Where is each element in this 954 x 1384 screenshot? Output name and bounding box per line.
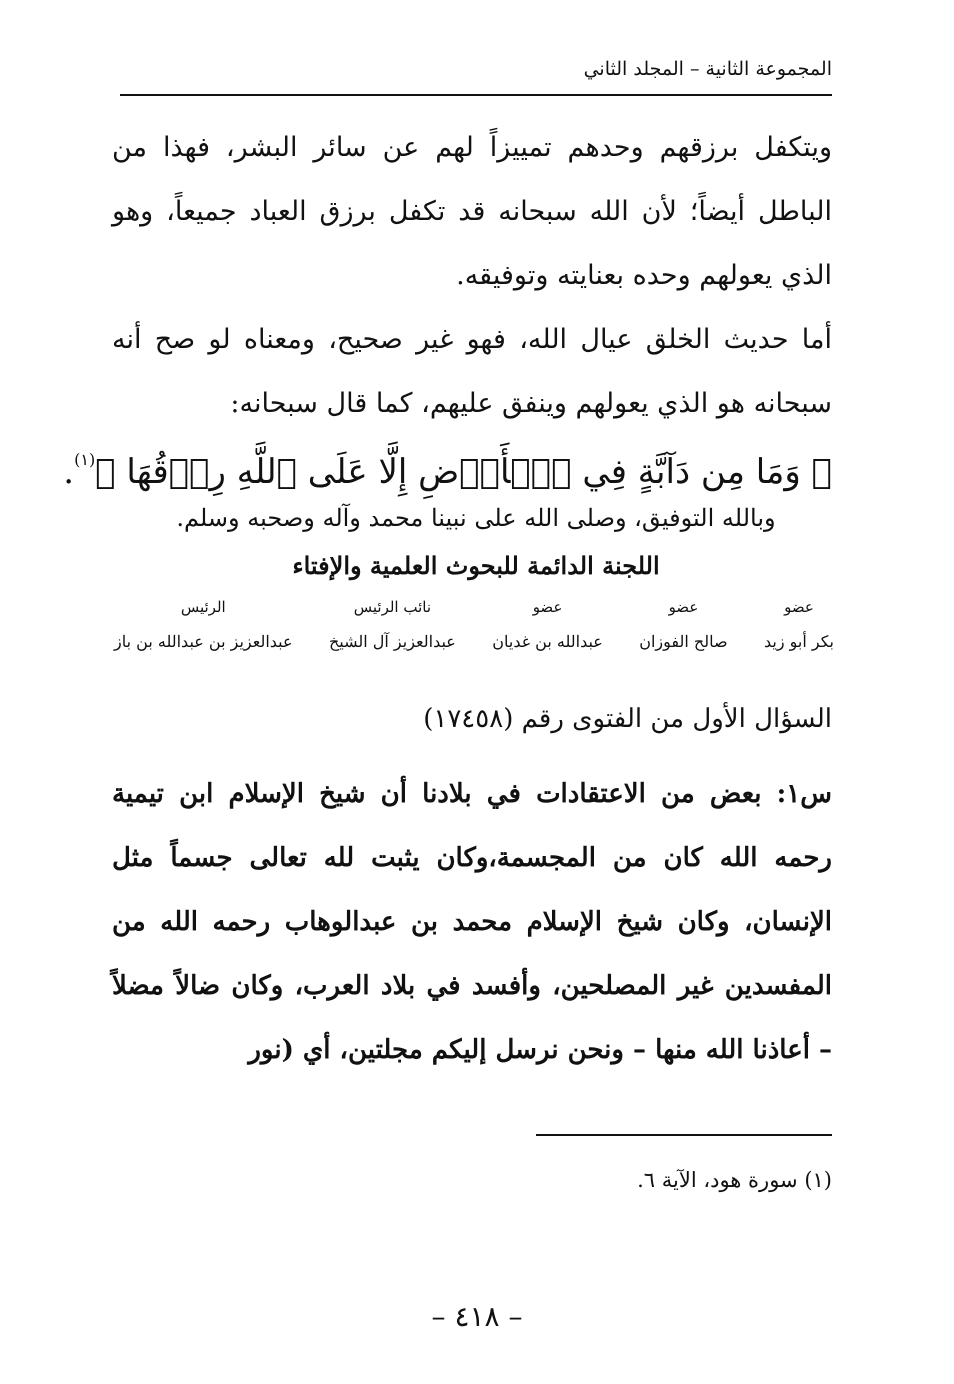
closing-formula: وبالله التوفيق، وصلى الله على نبينا محمد وآله وصحبه وسلم. <box>176 504 776 532</box>
footnote-rule <box>536 1134 832 1136</box>
signatory-name: عبدالعزيز آل الشيخ <box>328 632 456 651</box>
signatory-name: عبدالعزيز بن عبدالله بن باز <box>114 632 293 651</box>
body-paragraph: ويتكفل برزقهم وحدهم تمييزاً لهم عن سائر البشر، فهذا من الباطل أيضاً؛ لأن الله سبحانه قد تكفل برزق العباد جميعاً، وهو الذي يعولهم وحده بعنايته وتوفيقه. <box>112 132 832 291</box>
signatory <box>329 592 456 664</box>
signatory-role: نائب الرئيس <box>353 598 432 616</box>
signatory-name: عبدالله بن غديان <box>492 632 603 651</box>
signatory-name: بكر أبو زيد <box>763 632 834 651</box>
page-number: – ٤١٨ – <box>431 1300 523 1333</box>
signatory-role: الرئيس <box>180 598 226 616</box>
signatory-role: عضو <box>668 598 699 616</box>
signatories <box>114 592 834 664</box>
footnote: (١) سورة هود، الآية ٦. <box>637 1168 832 1192</box>
signatory-role: عضو <box>532 598 563 616</box>
signatory <box>639 592 727 664</box>
body-paragraph: أما حديث الخلق عيال الله، فهو غير صحيح، ومعناه لو صح أنه سبحانه هو الذي يعولهم وينفق عليهم، كما قال سبحانه: <box>112 324 832 419</box>
signatory <box>764 592 834 664</box>
signatory-role: عضو <box>784 598 814 616</box>
signatory-name: صالح الفوزان <box>639 632 728 651</box>
signatory <box>492 592 603 664</box>
verse-period: . <box>63 452 75 492</box>
quran-verse-line <box>63 432 832 500</box>
committee-name: اللجنة الدائمة للبحوث العلمية والإفتاء <box>292 551 660 580</box>
running-header: المجموعة الثانية – المجلد الثاني <box>583 58 832 80</box>
header-rule <box>120 94 832 96</box>
quran-verse: ﴿ وَمَا مِن دَآبَّةٍ فِي ٱلۡأَرۡضِ إِلَّا عَلَى ٱللَّهِ رِزۡقُهَا ﴾ <box>95 452 832 492</box>
footnote-ref: (١) <box>74 450 96 469</box>
signatory <box>114 592 293 664</box>
fatwa-question: س١: بعض من الاعتقادات في بلادنا أن شيخ الإسلام ابن تيمية رحمه الله كان من المجسمة،وكان يثبت لله تعالى جسماً مثل الإنسان، وكان شيخ الإسلام محمد بن عبدالوهاب رحمه الله من المفسدين غير المصلحين، وأفسد في بلاد العرب، وكان ضالاً مضلاً – أعاذنا الله منها – ونحن نرسل إليكم مجلتين، أي (نور <box>112 779 832 1065</box>
fatwa-title: السؤال الأول من الفتوى رقم (١٧٤٥٨) <box>423 704 832 734</box>
